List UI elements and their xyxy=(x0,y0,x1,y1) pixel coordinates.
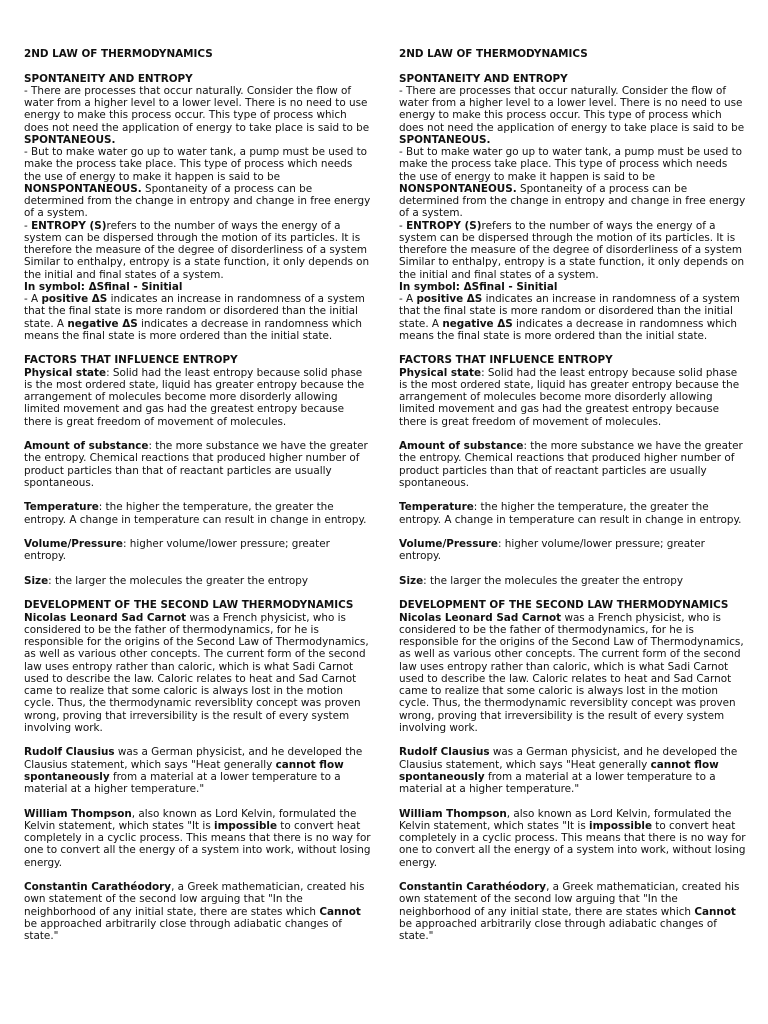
paragraph-entropy: - ENTROPY (S)refers to the number of ways the energy of a system can be dispersed through the motion of its particles. It is therefore the measure of the degree of disorderliness of a system Similar to enthalpy, entropy is a state function, it only depends on the initial and final states of a system. xyxy=(24,219,370,281)
paragraph-kelvin: William Thompson, also known as Lord Kelvin, formulated the Kelvin statement, which states "It is impossible to convert heat completely in a cyclic process. This means that there is no way for one to convert all the energy of a system into work, without losing energy. xyxy=(399,807,746,869)
symbol-line: In symbol: ΔSfinal - Sinitial xyxy=(24,280,183,293)
paragraph-caratheodory: Constantin Carathéodory, a Greek mathematician, created his own statement of the second low arguing that "In the neighborhood of any initial state, there are states which Cannot be approached arbitrarily close through adiabatic changes of state." xyxy=(399,881,740,942)
left-column xyxy=(24,48,372,955)
factor-volume: Volume/Pressure: higher volume/lower pressure; greater entropy. xyxy=(399,538,705,563)
document-title: 2ND LAW OF THERMODYNAMICS xyxy=(399,48,588,60)
paragraph-entropy: - ENTROPY (S)refers to the number of ways the energy of a system can be dispersed through the motion of its particles. It is therefore the measure of the degree of disorderliness of a system Similar to enthalpy, entropy is a state function, it only depends on the initial and final states of a system. xyxy=(399,219,745,281)
factor-amount: Amount of substance: the more substance we have the greater the entropy. Chemical reactions that produced higher number of product particles than that of reactant particles are usually spontaneous. xyxy=(399,440,743,489)
paragraph-delta-s: - A positive ΔS indicates an increase in randomness of a system that the final state is more random or disordered than the initial state. A negative ΔS indicates a decrease in randomness which means the final state is more ordered than the initial state. xyxy=(399,293,740,342)
factor-size: Size: the larger the molecules the greater the entropy xyxy=(24,574,308,587)
paragraph-caratheodory: Constantin Carathéodory, a Greek mathematician, created his own statement of the second low arguing that "In the neighborhood of any initial state, there are states which Cannot be approached arbitrarily close through adiabatic changes of state." xyxy=(24,881,365,942)
paragraph-spontaneous: - There are processes that occur naturally. Consider the flow of water from a higher level to a lower level. There is no need to use energy to make this process occur. This type of process which does not need the application of energy to take place is said to be SPONTANEOUS. xyxy=(24,84,370,146)
section-heading-spontaneity: SPONTANEITY AND ENTROPY xyxy=(24,72,193,85)
factor-temperature: Temperature: the higher the temperature, the greater the entropy. A change in temperature can result in change in entropy. xyxy=(399,501,742,526)
paragraph-carnot: Nicolas Leonard Sad Carnot was a French physicist, who is considered to be the father of thermodynamics, for he is responsible for the origins of the Second Law of Thermodynamics, as well as various other concepts. The current form of the second law uses entropy rather than caloric, which is what Sadi Carnot used to describe the law. Caloric relates to heat and Sad Carnot came to realize that some caloric is always lost in the motion cycle. Thus, the thermodynamic reversiblity concept was proven wrong, proving that irreversibility is the result of every system involving work. xyxy=(24,611,369,734)
paragraph-carnot: Nicolas Leonard Sad Carnot was a French physicist, who is considered to be the father of thermodynamics, for he is responsible for the origins of the Second Law of Thermodynamics, as well as various other concepts. The current form of the second law uses entropy rather than caloric, which is what Sadi Carnot used to describe the law. Caloric relates to heat and Sad Carnot came to realize that some caloric is always lost in the motion cycle. Thus, the thermodynamic reversiblity concept was proven wrong, proving that irreversibility is the result of every system involving work. xyxy=(399,611,744,734)
section-heading-development: DEVELOPMENT OF THE SECOND LAW THERMODYNAMICS xyxy=(399,599,729,612)
factor-volume: Volume/Pressure: higher volume/lower pressure; greater entropy. xyxy=(24,538,330,563)
paragraph-nonspontaneous: - But to make water go up to water tank, a pump must be used to make the process take place. This type of process which needs the use of energy to make it happen is said to be NONSPONTANEOUS. Spontaneity of a process can be determined from the change in entropy and change in free energy of a system. xyxy=(24,146,371,220)
section-heading-spontaneity: SPONTANEITY AND ENTROPY xyxy=(399,72,568,85)
factor-temperature: Temperature: the higher the temperature, the greater the entropy. A change in temperature can result in change in entropy. xyxy=(24,501,367,526)
right-column xyxy=(399,48,747,955)
factor-physical-state: Physical state: Solid had the least entropy because solid phase is the most ordered state, liquid has greater entropy because the arrangement of molecules become more disorderly allowing limited movement and gas had the greatest entropy because there is great freedom of movement of molecules. xyxy=(399,366,740,428)
section-heading-factors: FACTORS THAT INFLUENCE ENTROPY xyxy=(399,354,613,367)
factor-amount: Amount of substance: the more substance we have the greater the entropy. Chemical reactions that produced higher number of product particles than that of reactant particles are usually spontaneous. xyxy=(24,440,368,489)
paragraph-kelvin: William Thompson, also known as Lord Kelvin, formulated the Kelvin statement, which states "It is impossible to convert heat completely in a cyclic process. This means that there is no way for one to convert all the energy of a system into work, without losing energy. xyxy=(24,807,371,869)
paragraph-nonspontaneous: - But to make water go up to water tank, a pump must be used to make the process take place. This type of process which needs the use of energy to make it happen is said to be NONSPONTANEOUS. Spontaneity of a process can be determined from the change in entropy and change in free energy of a system. xyxy=(399,146,746,220)
document-title: 2ND LAW OF THERMODYNAMICS xyxy=(24,48,213,60)
paragraph-delta-s: - A positive ΔS indicates an increase in randomness of a system that the final state is more random or disordered than the initial state. A negative ΔS indicates a decrease in randomness which means the final state is more ordered than the initial state. xyxy=(24,293,365,342)
symbol-line: In symbol: ΔSfinal - Sinitial xyxy=(399,280,558,293)
paragraph-spontaneous: - There are processes that occur naturally. Consider the flow of water from a higher level to a lower level. There is no need to use energy to make this process occur. This type of process which does not need the application of energy to take place is said to be SPONTANEOUS. xyxy=(399,84,745,146)
paragraph-clausius: Rudolf Clausius was a German physicist, and he developed the Clausius statement, which says "Heat generally cannot flow spontaneously from a material at a lower temperature to a material at a higher temperature." xyxy=(24,746,363,795)
section-heading-development: DEVELOPMENT OF THE SECOND LAW THERMODYNAMICS xyxy=(24,599,354,612)
factor-physical-state: Physical state: Solid had the least entropy because solid phase is the most ordered state, liquid has greater entropy because the arrangement of molecules become more disorderly allowing limited movement and gas had the greatest entropy because there is great freedom of movement of molecules. xyxy=(24,366,365,428)
paragraph-clausius: Rudolf Clausius was a German physicist, and he developed the Clausius statement, which says "Heat generally cannot flow spontaneously from a material at a lower temperature to a material at a higher temperature." xyxy=(399,746,738,795)
section-heading-factors: FACTORS THAT INFLUENCE ENTROPY xyxy=(24,354,238,367)
factor-size: Size: the larger the molecules the greater the entropy xyxy=(399,574,683,587)
